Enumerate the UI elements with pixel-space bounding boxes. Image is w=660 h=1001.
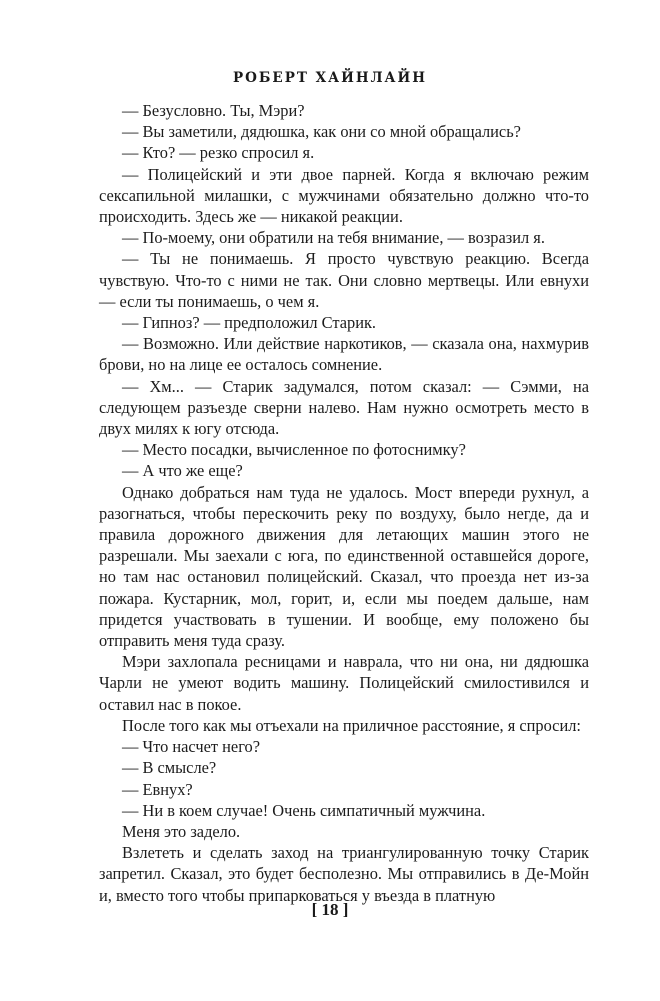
- paragraph: — А что же еще?: [122, 461, 243, 481]
- paragraph: — Вы заметили, дядюшка, как они со мной обращались?: [122, 122, 521, 142]
- page-number: [ 18 ]: [311, 900, 349, 919]
- paragraph: — Полицейский и эти двое парней. Когда я включаю режим сексапильной милашки, с мужчинами обязательно должно что-то происходить. Здесь же — никакой реакции.: [99, 164, 589, 227]
- paragraph: — Кто? — резко спросил я.: [122, 143, 315, 163]
- paragraph: — Безусловно. Ты, Мэри?: [122, 101, 305, 120]
- paragraph: — Что насчет него?: [122, 737, 260, 757]
- paragraph: — Возможно. Или действие наркотиков, — сказала она, нахмурив брови, но на лице ее осталось сомнение.: [99, 334, 589, 375]
- paragraph: — Евнух?: [122, 779, 193, 799]
- paragraph: Мэри захлопала ресницами и наврала, что ни она, ни дядюшка Чарли не умеют водить машину. Полицейский смилостивился и оставил нас в покое.: [99, 652, 589, 714]
- paragraph: Взлететь и сделать заход на триангулированную точку Старик запретил. Сказал, это будет бесполезно. Мы отправились в Де-Мойн и, вместо того чтобы припарковаться у въезда в платную: [99, 843, 589, 905]
- paragraph: После того как мы отъехали на приличное расстояние, я спросил:: [122, 715, 581, 735]
- running-header: РОБЕРТ ХАЙНЛАЙН: [232, 70, 428, 86]
- paragraph: — В смысле?: [122, 758, 217, 778]
- body-text: [99, 100, 589, 906]
- paragraph: Однако добраться нам туда не удалось. Мост впереди рухнул, а разогнаться, чтобы перескочить реку по воздуху, было негде, да и правила дорожного движения для летающих машин этого не разрешали. Мы заехали с юга, по единственной оставшейся дороге, но там нас остановил полицейский. Сказал, что проезда нет из-за пожара. Кустарник, мол, горит, и, если мы поедем дальше, нам придется участвовать в тушении. И вообще, ему положено бы отправить меня туда сразу.: [99, 482, 589, 651]
- paragraph: — Ни в коем случае! Очень симпатичный мужчина.: [122, 800, 486, 820]
- paragraph: — Хм... — Старик задумался, потом сказал: — Сэмми, на следующем разъезде сверни налево. Нам нужно осмотреть место в двух милях к югу отсюда.: [99, 376, 589, 439]
- paragraph: — Гипноз? — предположил Старик.: [122, 313, 377, 333]
- paragraph: — Ты не понимаешь. Я просто чувствую реакцию. Всегда чувствую. Что-то с ними не так. Они словно мертвецы. Или евнухи — если ты понимаешь, о чем я.: [99, 249, 589, 311]
- paragraph: — Место посадки, вычисленное по фотоснимку?: [122, 440, 466, 460]
- paragraph: — По-моему, они обратили на тебя внимание, — возразил я.: [122, 228, 545, 248]
- paragraph: Меня это задело.: [122, 821, 241, 841]
